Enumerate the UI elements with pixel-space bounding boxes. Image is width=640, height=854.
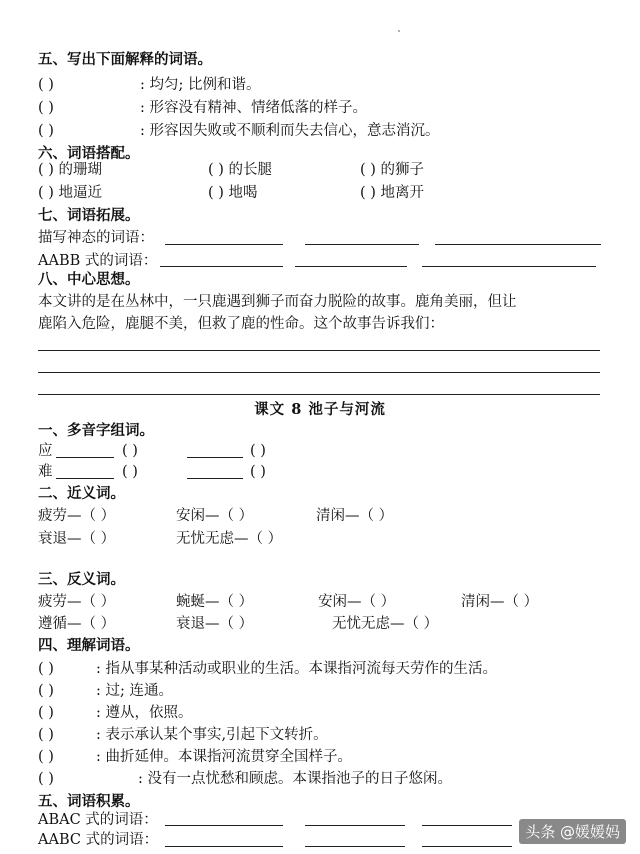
- blank-line[interactable]: [187, 478, 243, 479]
- synonym-item[interactable]: 无忧无虑—（ ）: [176, 531, 283, 547]
- collocation-item[interactable]: ( ) 地逼近: [38, 185, 103, 201]
- answer-line[interactable]: [38, 350, 600, 351]
- aabb-words-label: AABB 式的词语：: [38, 253, 158, 269]
- blank-line[interactable]: [422, 846, 512, 847]
- section-title-polyphonic: 一、多音字组词。: [38, 422, 154, 439]
- pinyin-paren[interactable]: ( ): [250, 443, 266, 459]
- section-title-antonyms: 三、反义词。: [38, 571, 125, 588]
- blank-line[interactable]: [165, 825, 283, 826]
- collocation-item[interactable]: ( ) 地喝: [208, 185, 258, 201]
- explanation: : 过; 连通。: [96, 683, 173, 699]
- section-title-synonyms: 二、近义词。: [38, 485, 125, 502]
- section-title-understand-words: 四、理解词语。: [38, 637, 140, 654]
- synonym-item[interactable]: 安闲—（ ）: [176, 508, 254, 524]
- answer-paren[interactable]: ( ): [38, 77, 54, 93]
- answer-line[interactable]: [38, 394, 600, 395]
- pinyin-paren[interactable]: ( ): [122, 464, 138, 480]
- blank-line[interactable]: [435, 244, 601, 245]
- answer-paren[interactable]: ( ): [38, 661, 54, 677]
- antonym-item[interactable]: 无忧无虑—（ ）: [332, 616, 439, 632]
- antonym-item[interactable]: 安闲—（ ）: [318, 594, 396, 610]
- answer-paren[interactable]: ( ): [38, 123, 54, 139]
- lesson-title: 课文 8 池子与河流: [254, 401, 386, 418]
- section-title-word-accumulation: 五、词语积累。: [38, 793, 140, 810]
- answer-paren[interactable]: ( ): [38, 749, 54, 765]
- section-title-word-expansion: 七、词语拓展。: [38, 207, 140, 224]
- abac-words-label: ABAC 式的词语：: [38, 812, 158, 828]
- polyphonic-char: 难: [38, 464, 53, 480]
- speck: [398, 30, 400, 32]
- answer-paren[interactable]: ( ): [38, 727, 54, 743]
- blank-line[interactable]: [422, 266, 596, 267]
- explanation: : 表示承认某个事实,引起下文转折。: [96, 727, 328, 743]
- collocation-item[interactable]: ( ) 的长腿: [208, 162, 273, 178]
- antonym-item[interactable]: 清闲—（ ）: [461, 594, 539, 610]
- explanation: : 遵从，依照。: [96, 705, 193, 721]
- answer-paren[interactable]: ( ): [38, 771, 54, 787]
- explanation: : 形容因失败或不顺利而失去信心，意志消沉。: [140, 123, 440, 139]
- explanation: : 没有一点忧愁和顾虑。本课指池子的日子悠闲。: [138, 771, 452, 787]
- answer-line[interactable]: [38, 372, 600, 373]
- blank-line[interactable]: [305, 846, 405, 847]
- pinyin-paren[interactable]: ( ): [250, 464, 266, 480]
- explanation: : 均匀; 比例和谐。: [140, 77, 261, 93]
- antonym-item[interactable]: 衰退—（ ）: [176, 616, 254, 632]
- explanation: : 指从事某种活动或职业的生活。本课指河流每天劳作的生活。: [96, 661, 497, 677]
- central-idea-text-2: 鹿陷入危险，鹿腿不美，但救了鹿的性命。这个故事告诉我们：: [38, 316, 444, 332]
- blank-line[interactable]: [56, 457, 114, 458]
- blank-line[interactable]: [295, 266, 407, 267]
- antonym-item[interactable]: 蜿蜒—（ ）: [176, 594, 254, 610]
- answer-paren[interactable]: ( ): [38, 705, 54, 721]
- section-title-central-idea: 八、中心思想。: [38, 271, 140, 288]
- blank-line[interactable]: [56, 478, 114, 479]
- explanation: : 曲折延伸。本课指河流贯穿全国样子。: [96, 749, 352, 765]
- section-title-collocation: 六、词语搭配。: [38, 145, 140, 162]
- antonym-item[interactable]: 遵循—（ ）: [38, 616, 116, 632]
- antonym-item[interactable]: 疲劳—（ ）: [38, 594, 116, 610]
- blank-line[interactable]: [305, 825, 405, 826]
- collocation-item[interactable]: ( ) 的珊瑚: [38, 162, 103, 178]
- blank-line[interactable]: [305, 244, 419, 245]
- pinyin-paren[interactable]: ( ): [122, 443, 138, 459]
- synonym-item[interactable]: 清闲—（ ）: [316, 508, 394, 524]
- answer-paren[interactable]: ( ): [38, 100, 54, 116]
- blank-line[interactable]: [165, 846, 283, 847]
- blank-line[interactable]: [422, 825, 512, 826]
- expression-words-label: 描写神态的词语：: [38, 230, 154, 246]
- central-idea-text-1: 本文讲的是在丛林中，一只鹿遇到狮子而奋力脱险的故事。鹿角美丽，但让: [38, 294, 517, 310]
- answer-paren[interactable]: ( ): [38, 683, 54, 699]
- section-title-explain-words: 五、写出下面解释的词语。: [38, 51, 212, 68]
- explanation: : 形容没有精神、情绪低落的样子。: [140, 100, 367, 116]
- collocation-item[interactable]: ( ) 的狮子: [360, 162, 425, 178]
- aabc-words-label: AABC 式的词语：: [38, 832, 159, 848]
- watermark: 头条 @媛媛妈: [519, 819, 626, 844]
- blank-line[interactable]: [187, 457, 243, 458]
- collocation-item[interactable]: ( ) 地离开: [360, 185, 425, 201]
- blank-line[interactable]: [165, 244, 283, 245]
- polyphonic-char: 应: [38, 443, 53, 459]
- blank-line[interactable]: [160, 266, 283, 267]
- synonym-item[interactable]: 疲劳—（ ）: [38, 508, 116, 524]
- synonym-item[interactable]: 衰退—（ ）: [38, 531, 116, 547]
